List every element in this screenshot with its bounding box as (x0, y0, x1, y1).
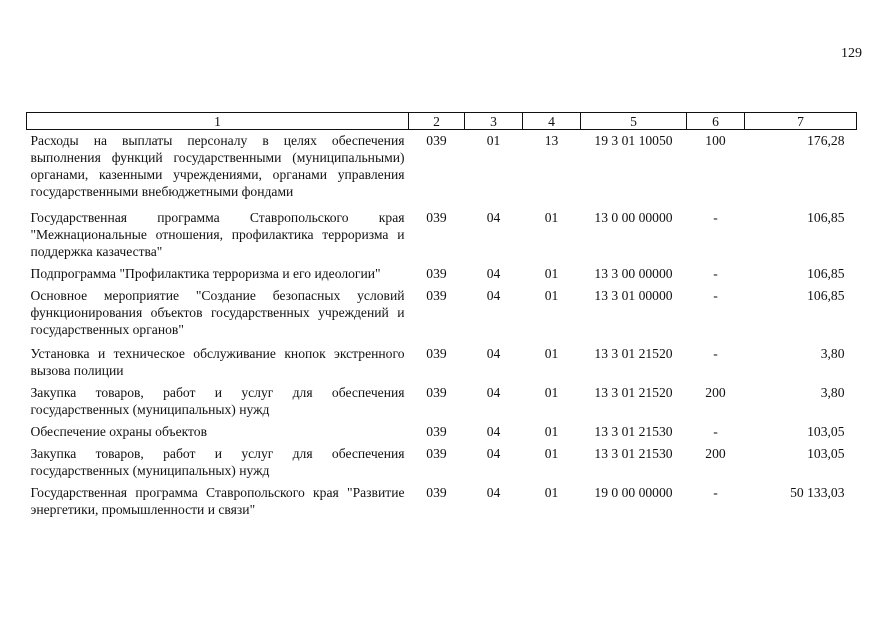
row-name: Установка и техническое обслуживание кнопок экстренного вызова полиции (30, 346, 405, 378)
row-section-code: 04 (486, 485, 501, 500)
row-ministry-code: 039 (426, 133, 447, 148)
row-ministry-code: 039 (426, 210, 447, 225)
row-target-code: 13 3 01 21520 (594, 385, 673, 400)
table-row (27, 263, 857, 285)
table-row (27, 203, 857, 263)
row-target-code: 13 3 00 00000 (594, 266, 673, 281)
row-section-code: 04 (486, 346, 501, 361)
row-expense-type: - (713, 424, 718, 439)
column-header-1: 1 (27, 113, 409, 130)
row-expense-type: - (713, 485, 718, 500)
row-target-code: 13 3 01 21530 (594, 424, 673, 439)
row-target-code: 19 3 01 10050 (594, 133, 673, 148)
row-section-code: 04 (486, 266, 501, 281)
row-target-code: 13 3 01 21520 (594, 346, 673, 361)
table-row (27, 482, 857, 521)
row-target-code: 19 0 00 00000 (594, 485, 673, 500)
row-subsection-code: 01 (544, 424, 559, 439)
row-section-code: 01 (486, 133, 501, 148)
row-subsection-code: 01 (544, 485, 559, 500)
row-target-code: 13 3 01 21530 (594, 446, 673, 461)
table-row (27, 443, 857, 482)
column-header-5: 5 (581, 113, 687, 130)
column-header-2: 2 (409, 113, 465, 130)
column-header-4: 4 (523, 113, 581, 130)
row-expense-type: - (713, 288, 718, 303)
row-ministry-code: 039 (426, 346, 447, 361)
row-expense-type: - (713, 210, 718, 225)
row-ministry-code: 039 (426, 288, 447, 303)
row-name: Закупка товаров, работ и услуг для обеспечения государственных (муниципальных) нужд (30, 385, 405, 417)
budget-table (26, 112, 857, 521)
row-ministry-code: 039 (426, 424, 447, 439)
table-row (27, 130, 857, 204)
row-name: Расходы на выплаты персоналу в целях обеспечения выполнения функций государственными (муниципальными) органами, казенными учреждениями, органами управления государственными внебюджетными фондами (30, 133, 405, 199)
table-row (27, 421, 857, 443)
row-subsection-code: 13 (544, 133, 559, 148)
row-expense-type: - (713, 346, 718, 361)
row-amount: 50 133,03 (790, 485, 845, 500)
row-target-code: 13 0 00 00000 (594, 210, 673, 225)
row-amount: 106,85 (807, 266, 845, 281)
row-amount: 103,05 (807, 446, 845, 461)
column-header-6: 6 (687, 113, 745, 130)
row-name: Основное мероприятие "Создание безопасных условий функционирования объектов государственных учреждений и государственных органов" (30, 288, 405, 337)
row-subsection-code: 01 (544, 446, 559, 461)
row-expense-type: 200 (705, 446, 726, 461)
row-ministry-code: 039 (426, 485, 447, 500)
table-row (27, 382, 857, 421)
column-header-7: 7 (745, 113, 857, 130)
row-name: Закупка товаров, работ и услуг для обеспечения государственных (муниципальных) нужд (30, 446, 405, 478)
row-amount: 106,85 (807, 210, 845, 225)
row-section-code: 04 (486, 210, 501, 225)
row-subsection-code: 01 (544, 210, 559, 225)
row-name: Обеспечение охраны объектов (30, 424, 208, 439)
row-subsection-code: 01 (544, 266, 559, 281)
row-ministry-code: 039 (426, 385, 447, 400)
row-subsection-code: 01 (544, 385, 559, 400)
header-row (27, 113, 857, 130)
row-ministry-code: 039 (426, 266, 447, 281)
row-name: Государственная программа Ставропольского края "Межнациональные отношения, профилактика терроризма и поддержка казачества" (30, 210, 405, 259)
row-subsection-code: 01 (544, 288, 559, 303)
row-expense-type: - (713, 266, 718, 281)
row-expense-type: 100 (705, 133, 726, 148)
row-ministry-code: 039 (426, 446, 447, 461)
row-section-code: 04 (486, 385, 501, 400)
table-row (27, 285, 857, 341)
row-amount: 176,28 (807, 133, 845, 148)
column-header-3: 3 (465, 113, 523, 130)
row-target-code: 13 3 01 00000 (594, 288, 673, 303)
row-section-code: 04 (486, 288, 501, 303)
row-name: Государственная программа Ставропольского края "Развитие энергетики, промышленности и связи" (30, 485, 405, 517)
table-row (27, 341, 857, 382)
row-name: Подпрограмма "Профилактика терроризма и его идеологии" (30, 266, 381, 281)
row-expense-type: 200 (705, 385, 726, 400)
row-amount: 3,80 (820, 346, 845, 361)
row-amount: 106,85 (807, 288, 845, 303)
row-amount: 3,80 (820, 385, 845, 400)
row-section-code: 04 (486, 424, 501, 439)
page-number: 129 (841, 46, 862, 61)
row-subsection-code: 01 (544, 346, 559, 361)
row-amount: 103,05 (807, 424, 845, 439)
row-section-code: 04 (486, 446, 501, 461)
